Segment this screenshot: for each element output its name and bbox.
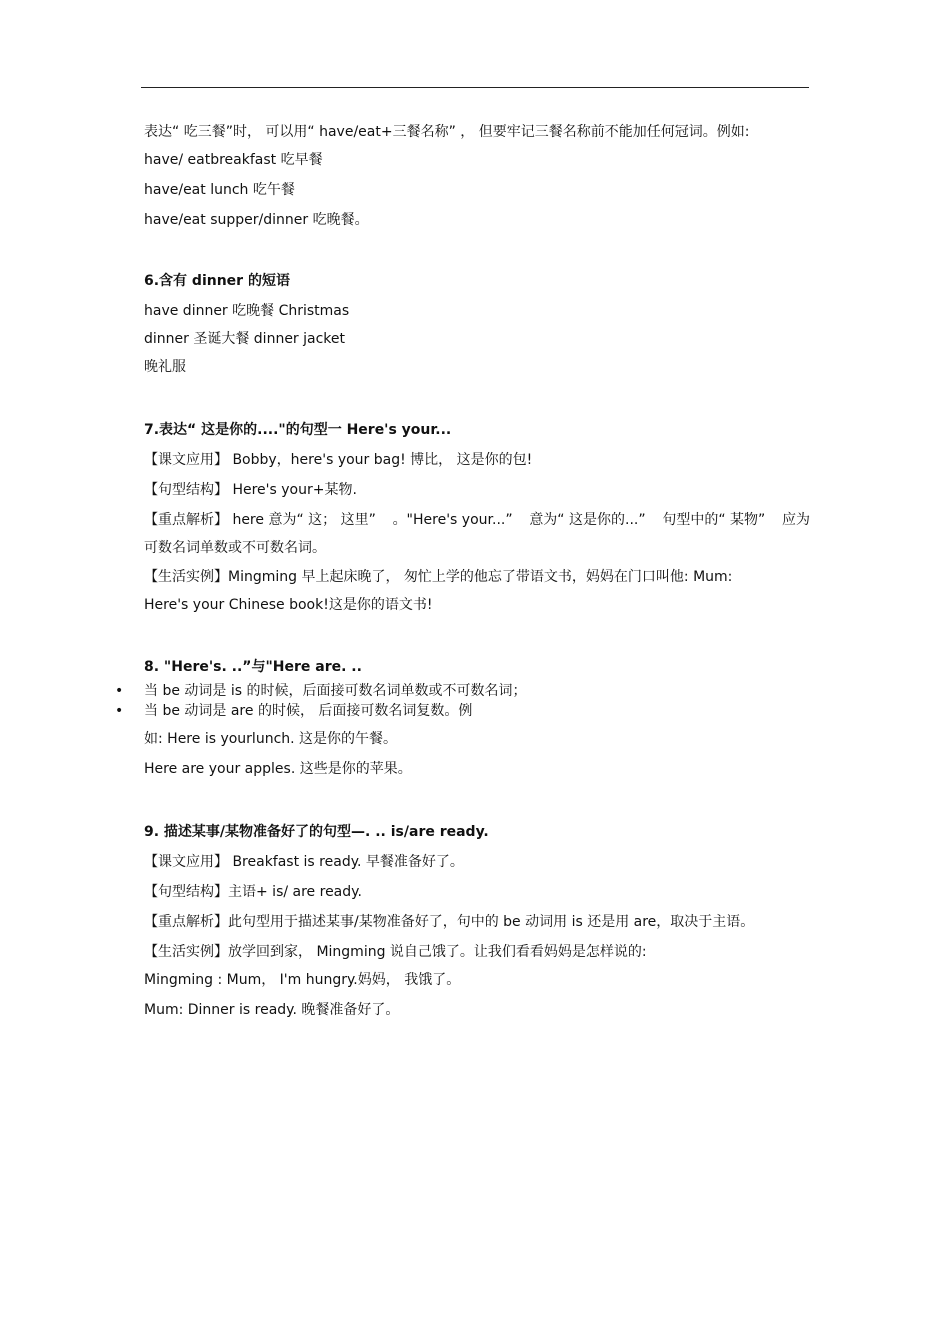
s5-example-lunch: have/eat lunch 吃午餐 — [144, 182, 295, 198]
s8-bullet-1: 当 be 动词是 is 的时候，后面接可数名词单数或不可数名词； — [144, 683, 527, 699]
s5-intro: 表达“ 吃三餐”时， 可以用“ have/eat+三餐名称” ， 但要牢记三餐名称前不能加任何冠词。例如: — [144, 124, 750, 140]
s6-line-1: have dinner 吃晚餐 Christmas — [144, 303, 350, 319]
s9-sentence-structure: 【句型结构】主语+ is/ are ready. — [144, 884, 362, 900]
s6-line-2: dinner 圣诞大餐 dinner jacket — [144, 331, 346, 347]
s7-text-application: 【课文应用】 Bobby，here's your bag! 博比， 这是你的包! — [144, 452, 533, 468]
s7-life-example: 【生活实例】Mingming 早上起床晚了， 匆忙上学的他忘了带语文书，妈妈在门口叫他: Mum: — [144, 569, 733, 585]
s5-example-dinner: have/eat supper/dinner 吃晚餐。 — [144, 212, 369, 228]
s6-heading: 6.含有 dinner 的短语 — [144, 273, 290, 289]
bullet-icon: • — [115, 703, 124, 719]
s7-heading: 7.表达“ 这是你的...."的句型一 Here's your... — [144, 422, 452, 438]
s9-dialogue-2: Mum: Dinner is ready. 晚餐准备好了。 — [144, 1002, 400, 1018]
s7-key-analysis-cont: 可数名词单数或不可数名词。 — [144, 540, 326, 556]
header-rule — [141, 87, 809, 88]
s9-dialogue-1: Mingming : Mum， I'm hungry.妈妈， 我饿了。 — [144, 972, 461, 988]
s8-bullet-2: 当 be 动词是 are 的时候， 后面接可数名词复数。例 — [144, 703, 473, 719]
s8-example-2: Here are your apples. 这些是你的苹果。 — [144, 761, 412, 777]
s8-heading: 8. "Here's. ..”与"Here are. .. — [144, 659, 362, 675]
s7-key-part: 句型中的“ 某物” — [662, 512, 766, 528]
s5-example-breakfast: have/ eatbreakfast 吃早餐 — [144, 152, 323, 168]
s8-example-1: 如: Here is yourlunch. 这是你的午餐。 — [144, 731, 398, 747]
bullet-icon: • — [115, 683, 124, 699]
s7-key-part: 【重点解析】 here 意为“ 这； 这里” — [144, 512, 376, 528]
s7-key-part: 。"Here's your...” — [392, 512, 513, 528]
s7-sentence-structure: 【句型结构】 Here's your+某物. — [144, 482, 357, 498]
s9-key-analysis: 【重点解析】此句型用于描述某事/某物准备好了，句中的 be 动词用 is 还是用 are，取决于主语。 — [144, 914, 755, 930]
s6-line-3: 晚礼服 — [144, 359, 186, 375]
s7-key-analysis — [144, 511, 810, 529]
s7-key-part: 应为 — [782, 512, 810, 528]
s9-text-application: 【课文应用】 Breakfast is ready. 早餐准备好了。 — [144, 854, 464, 870]
s7-key-part: 意为“ 这是你的...” — [529, 512, 646, 528]
s9-life-example: 【生活实例】放学回到家， Mingming 说自己饿了。让我们看看妈妈是怎样说的: — [144, 944, 647, 960]
s7-life-example-cont: Here's your Chinese book!这是你的语文书! — [144, 597, 433, 613]
s9-heading: 9. 描述某事/某物准备好了的句型—. .. is/are ready. — [144, 824, 489, 840]
